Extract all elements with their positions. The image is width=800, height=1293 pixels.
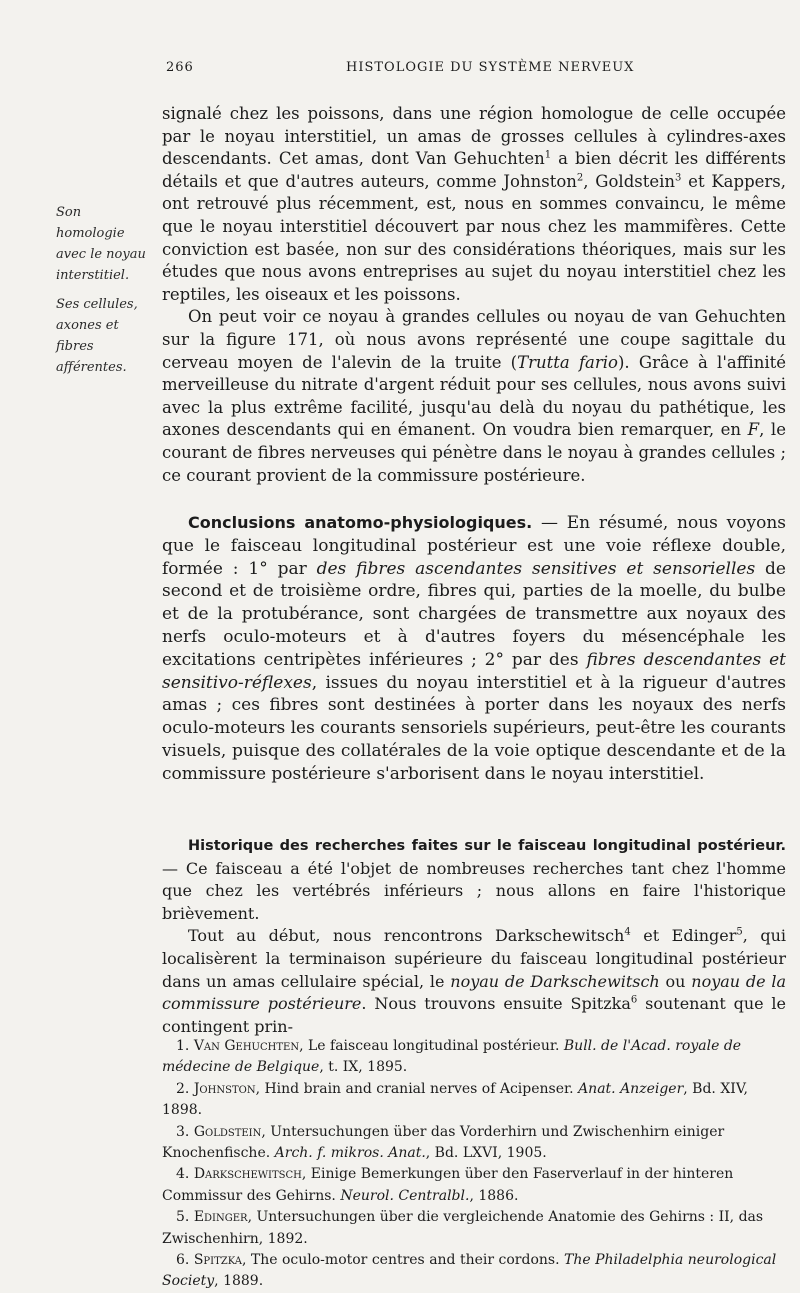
conclusions-paragraph: Conclusions anatomo-physiologiques. — En résumé, nous voyons que le faisceau longitudinal postérieur est une voie réflexe double, formée : 1° par des fibres ascendantes sensitives et sensorielles de second et de troisième ordre, fibres qui, parties de la moelle, du bulbe et de la protubérance, sont chargées de transmettre aux noyaux des nerfs oculo-moteurs et à d'autres foyers du mésencéphale les excitations centripètes inférieures ; 2° par des fibres descendantes et sensitivo-réflexes, issues du noyau interstitiel et à la rigueur d'autres amas ; ces fibres sont destinées à porter dans les noyaux des nerfs oculo-moteurs les courants sensoriels supérieurs, peut-être les courants visuels, puisque des collatérales de la voie optique descendante et de la commissure postérieure s'arborisent dans le noyau interstitiel. [162,513,786,784]
margin-note-cells: Ses cellules, axones et fibres afférentes. [56,297,138,375]
body-section-1 [162,103,786,487]
footnote: 2. Johnston, Hind brain and cranial nerves of Acipenser. Anat. Anzeiger, Bd. XIV, 1898. [162,1080,748,1119]
footnote-ref[interactable]: 5 [736,927,743,939]
historique-paragraph-1: Historique des recherches faites sur le faisceau longitudinal postérieur. — Ce faisceau a été l'objet de nombreuses recherches tant chez l'homme que chez les vertébrés inférieurs ; nous allons en faire l'historique brièvement. [162,838,786,923]
footnote-ref[interactable]: 3 [675,172,682,184]
paragraph-1: signalé chez les poissons, dans une région homologue de celle occupée par le noyau interstitiel, un amas de grosses cellules à cylindres-axes descendants. Cet amas, dont Van Gehuchten$^1$ a bien décrit les différents détails et que d'autres auteurs, comme Johnston$^2$, Goldstein$^3$ et Kappers, ont retrouvé plus récemment, est, nous en sommes convaincu, le même que le noyau interstitiel découvert par nous chez les mammifères. Cette conviction est basée, non sur des considérations théoriques, mais sur les études que nous avons entreprises au sujet du noyau interstitiel chez les reptiles, les oiseaux et les poissons. [162,104,786,304]
page-number: 266 [166,60,194,75]
paragraph-2: On peut voir ce noyau à grandes cellules ou noyau de van Gehuchten sur la figure 171, où nous avons représenté une coupe sagittale du cerveau moyen de l'alevin de la truite (Trutta fario). Grâce à l'affinité merveilleuse du nitrate d'argent réduit pour ses cellules, nous avons suivi avec la plus extrême facilité, jusqu'au delà du noyau du pathétique, les axones descendants qui en émanent. On voudra bien remarquer, en F, le courant de fibres nerveuses qui pénètre dans le noyau à grandes cellules ; ce courant provient de la commissure postérieure. [162,307,786,485]
historique-paragraph-2: Tout au début, nous rencontrons Darkschewitsch$^4$ et Edinger$^5$, qui localisèrent la terminaison supérieure du faisceau longitudinal postérieur dans un amas cellulaire spécial, le noyau de Darkschewitsch ou noyau de la commissure postérieure. Nous trouvons ensuite Spitzka$^6$ soutenant que le contingent prin- [162,926,787,1036]
footnote: 6. Spitzka, The oculo-motor centres and their cordons. The Philadelphia neurological Society, 1889. [162,1252,777,1290]
footnote: 4. Darkschewitsch, Einige Bemerkungen über den Faserverlauf in der hinteren Commissur des Gehirns. Neurol. Centralbl., 1886. [162,1166,734,1204]
conclusions-section [162,512,786,786]
footnote-ref[interactable]: 6 [630,994,638,1006]
conclusions-heading: Conclusions anatomo-physiologiques. [188,513,533,532]
footnotes [162,1036,786,1293]
footnote: 5. Edinger, Untersuchungen über die vergleichende Anatomie des Gehirns : II, das Zwischenhirn, 1892. [162,1209,764,1247]
footnote: 3. Goldstein, Untersuchungen über das Vorderhirn und Zwischenhirn einiger Knochenfische. Arch. f. mikros. Anat., Bd. LXVI, 1905. [162,1123,725,1162]
historique-heading: Historique des recherches faites sur le faisceau longitudinal postérieur. [188,838,786,854]
running-title: HISTOLOGIE DU SYSTÈME NERVEUX [346,60,635,75]
footnote-ref[interactable]: 1 [544,149,552,161]
historique-section [162,834,786,1038]
footnote-ref[interactable]: 2 [576,172,584,184]
footnote-ref[interactable]: 4 [624,927,631,939]
footnote: 1. Van Gehuchten, Le faisceau longitudinal postérieur. Bull. de l'Acad. royale de médecine de Belgique, t. IX, 1895. [162,1038,742,1076]
margin-note-homology: Son homologie avec le noyau interstitiel. [56,205,146,283]
